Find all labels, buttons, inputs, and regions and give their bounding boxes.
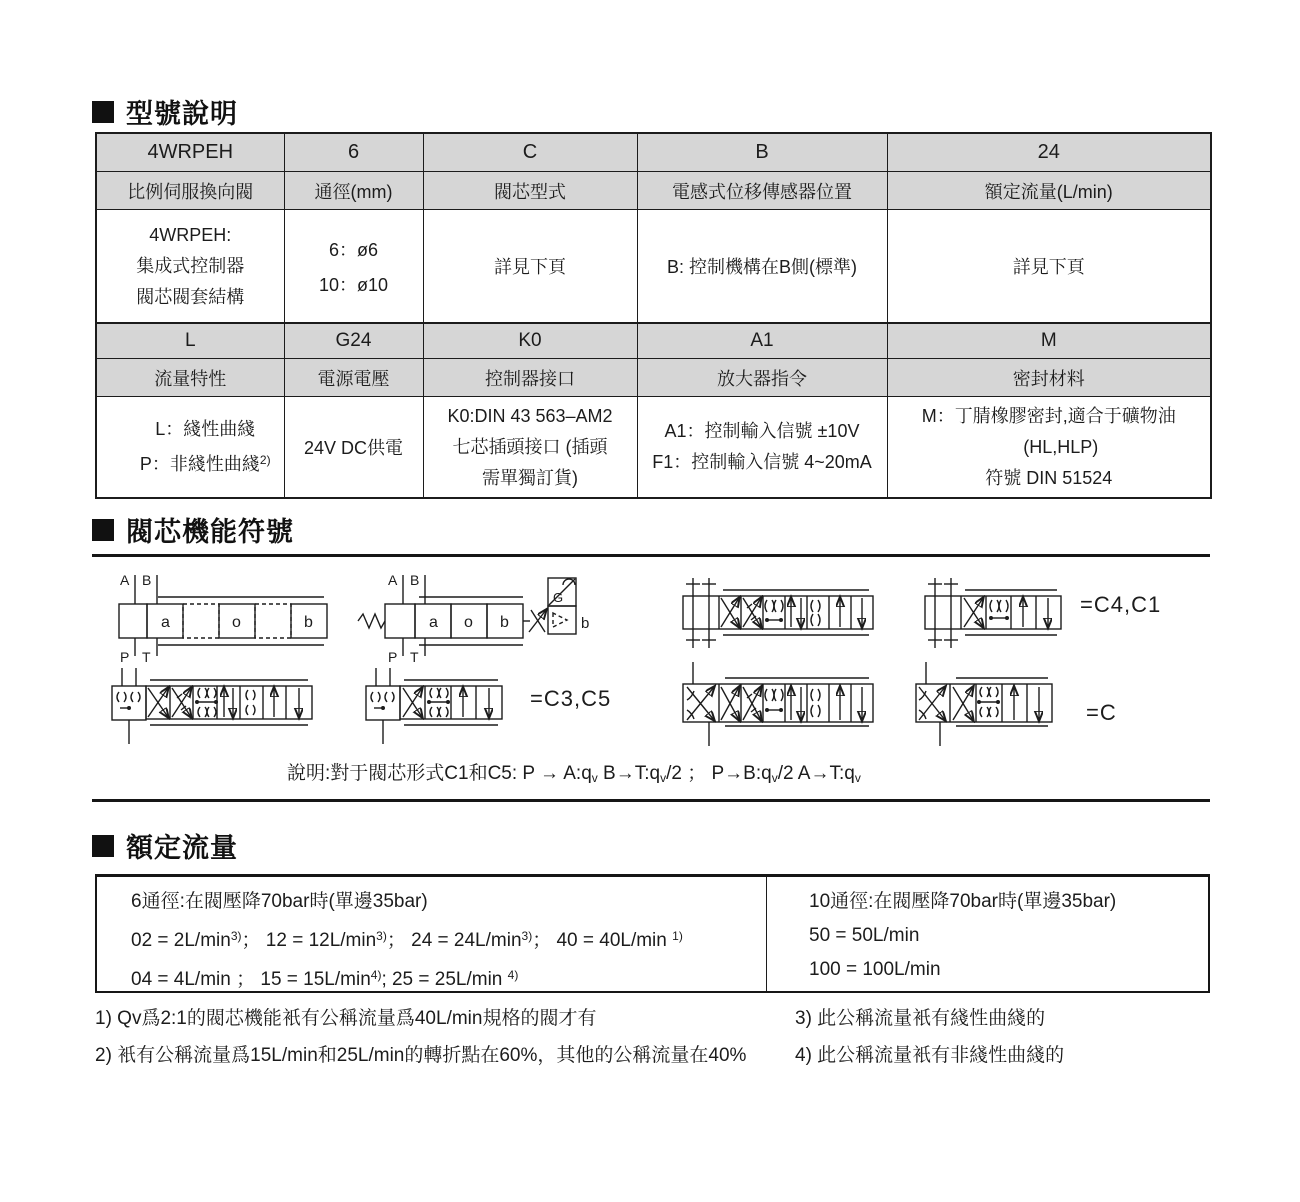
footnote-ref: 2) (259, 453, 271, 467)
desc-cell: K0:DIN 43 563–AM2 七芯插頭接口 (插頭 需單獨訂貨) (423, 397, 637, 499)
label-cell: 電源電壓 (284, 359, 423, 397)
spool-code-label: =C (1086, 700, 1117, 725)
flow-heading: 10通徑:在閥壓降70bar時(單邊35bar) (809, 891, 1117, 912)
flow-line: 50 = 50L/min (809, 925, 920, 946)
spool-code-label: =C4,C1 (1080, 592, 1162, 617)
label-cell: 放大器指令 (637, 359, 887, 397)
desc-cell: A1：控制輸入信號 ±10V F1：控制輸入信號 4~20mA (637, 397, 887, 499)
section-title-spool-symbols (92, 510, 294, 549)
label-cell: 額定流量(L/min) (887, 172, 1211, 210)
footnote-4: 4) 此公稱流量衹有非綫性曲綫的 (795, 1045, 1065, 1066)
valve-symbol-spool-long-2 (112, 664, 317, 748)
flow-line: 04 = 4L/min ； 15 = 15L/min$^{4)}$; 25 = 25L/min $^{4)}$ (131, 968, 519, 990)
desc-cell: L：綫性曲綫 P：非綫性曲綫$^{2)}$ (96, 397, 284, 499)
table-row-labels-top (96, 172, 1211, 210)
svg-text:T: T (142, 649, 151, 665)
desc-cell: 詳見下頁 (423, 210, 637, 324)
footnote-1: 1) Qv爲2:1的閥芯機能衹有公稱流量爲40L/min規格的閥才有 (95, 1008, 597, 1029)
flow-line: 100 = 100L/min (809, 959, 941, 980)
code-cell: 24 (887, 133, 1211, 172)
valve-symbol-overview-2 (358, 572, 593, 664)
svg-text:b: b (581, 615, 590, 632)
desc-cell: M：丁腈橡膠密封,適合于礦物油 (HL,HLP) 符號 DIN 51524 (887, 397, 1211, 499)
svg-text:G: G (553, 590, 564, 605)
code-cell: 4WRPEH (96, 133, 284, 172)
flow-cell-size6 (97, 877, 767, 991)
footnote-2: 2) 衹有公稱流量爲15L/min和25L/min的轉折點在60%，其他的公稱流量在40% (95, 1045, 747, 1066)
flow-cell-size10 (767, 877, 1208, 991)
desc-cell: 24V DC供電 (284, 397, 423, 499)
square-bullet-icon (92, 519, 114, 541)
svg-text:A: A (120, 572, 130, 588)
section-title-text: 閥芯機能符號 (126, 517, 294, 547)
svg-text:A: A (388, 572, 398, 588)
square-bullet-icon (92, 835, 114, 857)
valve-symbol-overview-1 (118, 572, 333, 664)
desc-cell: 4WRPEH: 集成式控制器 閥芯閥套結構 (96, 210, 284, 324)
flow-line: 02 = 2L/min$^{3)}$； 12 = 12L/min$^{3)}$； 24 = 24L/min$^{3)}$； 40 = 40L/min $^{1)}$ (131, 929, 683, 951)
table-row-desc-bottom (96, 397, 1211, 499)
svg-text:a: a (429, 614, 438, 631)
valve-symbol-spool-short-1 (925, 574, 1065, 652)
valve-symbol-spool-short-2 (366, 664, 506, 748)
divider (92, 799, 1210, 802)
code-cell: K0 (423, 323, 637, 359)
section-title-model-code (92, 92, 238, 131)
table-row-codes-bottom (96, 323, 1211, 359)
label-cell: 比例伺服換向閥 (96, 172, 284, 210)
code-cell: G24 (284, 323, 423, 359)
label-cell: 閥芯型式 (423, 172, 637, 210)
spool-note: 說明:對于閥芯形式C1和C5: $P \to A:q_v$ $B\to T:q_v/2$ ； $P\to B:q_v/2$ $A\to T:q_v$ (287, 763, 861, 785)
spool-code-label: =C3,C5 (530, 686, 612, 711)
label-cell: 電感式位移傳感器位置 (637, 172, 887, 210)
valve-symbol-spool-long-3 (683, 660, 878, 748)
label-cell: 通徑(mm) (284, 172, 423, 210)
code-cell: A1 (637, 323, 887, 359)
svg-text:o: o (464, 614, 473, 631)
section-title-text: 額定流量 (126, 833, 238, 863)
flow-heading: 6通徑:在閥壓降70bar時(單邊35bar) (131, 891, 428, 912)
desc-cell: 6：ø6 10：ø10 (284, 210, 423, 324)
label-cell: 流量特性 (96, 359, 284, 397)
desc-cell: B: 控制機構在B側(標準) (637, 210, 887, 324)
svg-text:o: o (232, 614, 241, 631)
label-cell: 控制器接口 (423, 359, 637, 397)
model-code-table (95, 132, 1212, 499)
code-cell: 6 (284, 133, 423, 172)
desc-cell: 詳見下頁 (887, 210, 1211, 324)
code-cell: M (887, 323, 1211, 359)
code-cell: C (423, 133, 637, 172)
svg-text:T: T (410, 649, 419, 665)
section-title-text: 型號說明 (126, 99, 238, 129)
svg-text:b: b (304, 614, 313, 631)
svg-text:B: B (410, 572, 420, 588)
divider (92, 554, 1210, 557)
section-title-rated-flow (92, 826, 238, 865)
code-cell: B (637, 133, 887, 172)
footnote-3: 3) 此公稱流量衹有綫性曲綫的 (795, 1008, 1046, 1029)
table-row-desc-top (96, 210, 1211, 324)
square-bullet-icon (92, 101, 114, 123)
svg-text:B: B (142, 572, 152, 588)
svg-text:P: P (388, 649, 398, 665)
table-row-codes-top (96, 133, 1211, 172)
code-cell: L (96, 323, 284, 359)
table-row-labels-bottom (96, 359, 1211, 397)
label-cell: 密封材料 (887, 359, 1211, 397)
valve-symbol-spool-short-3 (916, 660, 1056, 748)
svg-text:a: a (161, 614, 170, 631)
rated-flow-table (95, 874, 1210, 993)
svg-text:b: b (500, 614, 509, 631)
valve-symbol-spool-long-1 (683, 574, 878, 652)
svg-text:P: P (120, 649, 130, 665)
